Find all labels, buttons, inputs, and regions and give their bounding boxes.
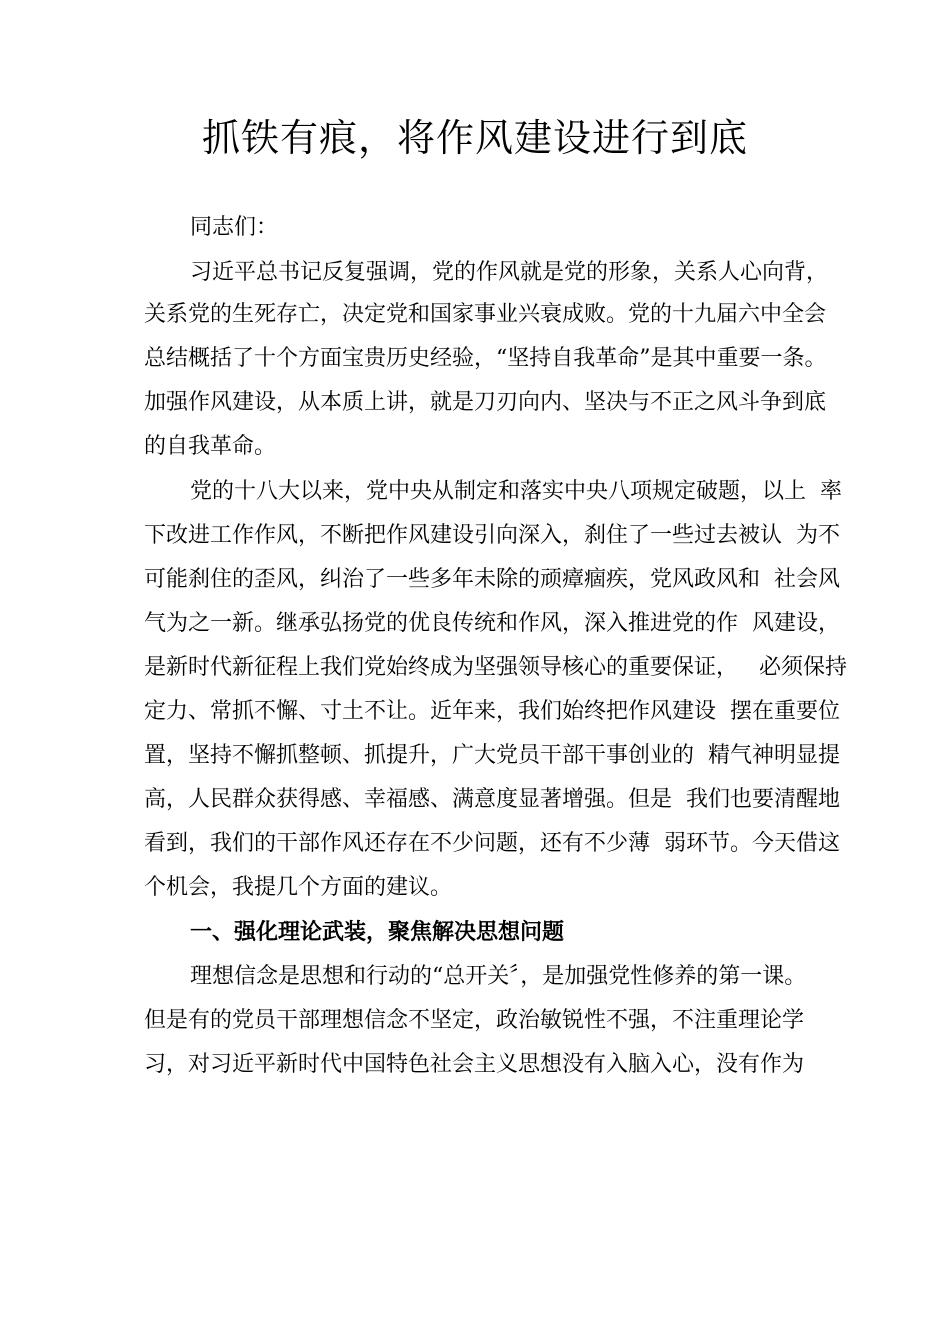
paragraph-line: 但是有的党员干部理想信念不坚定，政治敏锐性不强，不注重理论学 [144,1008,805,1033]
paragraph-line: 定力、常抓不懈、寸土不让。近年来，我们始终把作风建设 摆在重要位 [144,699,840,724]
section-heading: 一、强化理论武装，聚焦解决思想问题 [190,919,565,945]
paragraph-line: 习近平总书记反复强调，党的作风就是党的形象，关系人心向背， [190,260,829,285]
paragraph-line: 习，对习近平新时代中国特色社会主义思想没有入脑入心，没有作为 [144,1052,805,1077]
paragraph-line: 是新时代新征程上我们党始终成为坚强领导核心的重要保证， 必须保持 [144,655,847,680]
paragraph-line: 高，人民群众获得感、幸福感、满意度显著增强。但是 我们也要清醒地 [144,787,840,812]
salutation: 同志们： [190,215,279,240]
paragraph-line: 关系党的生死存亡，决定党和国家事业兴衰成败。党的十九届六中全会 [144,302,827,327]
paragraph-line: 的自我革命。 [144,434,277,459]
paragraph-line: 党的十八大以来，党中央从制定和落实中央八项规定破题，以上 率 [190,479,842,504]
paragraph-line: 总结概括了十个方面宝贵历史经验，“坚持自我革命”是其中重要一条。 [144,346,827,371]
document-title: 抓铁有痕，将作风建设进行到底 [201,116,748,160]
paragraph-line: 加强作风建设，从本质上讲，就是刀刃向内、坚决与不正之风斗争到底 [144,390,827,415]
paragraph-line: 理想信念是思想和行动的“总开关〞，是加强党性修养的第一课。 [190,964,807,989]
paragraph-line: 看到，我们的干部作风还存在不少问题，还有不少薄 弱环节。今天借这 [144,831,840,856]
paragraph-line: 可能刹住的歪风，纠治了一些多年未除的顽瘴痼疾，党风政风和 社会风 [144,567,840,592]
paragraph-line: 个机会，我提几个方面的建议。 [144,875,453,900]
paragraph-line: 气为之一新。继承弘扬党的优良传统和作风，深入推进党的作 风建设， [144,611,840,636]
paragraph-line: 下改进工作作风，不断把作风建设引向深入，刹住了一些过去被认 为不 [144,523,840,548]
paragraph-line: 置，坚持不懈抓整顿、抓提升，广大党员干部干事创业的 精气神明显提 [144,743,840,768]
